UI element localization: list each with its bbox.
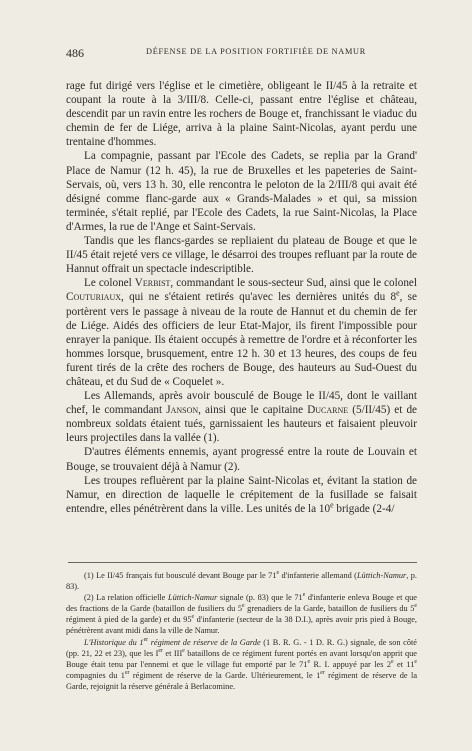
paragraph: rage fut dirigé vers l'église et le cimetière, obligeant le II/45 à la retraite et coupant la route à la 3/III/8. Celle-ci, passant entre l'église et château, descendit par un ravin entre les rochers de Bouge et, franchissant le viaduc du chemin de fer de Liége, arriva à la plaine Saint-Nicolas, ayant perdu une trentaine d'hommes. — [66, 80, 417, 149]
paragraph: La compagnie, passant par l'Ecole des Cadets, se replia par la Grand' Place de Namur (12 h. 45), la rue de Bruxelles et les papeteries de Saint-Servais, où, vers 13 h. 30, elle rencontra le peloton de la 2/III/8 qui avait été désigné comme flanc-garde aux « Grands-Malades » et qui, sa mission terminée, s'était replié, par l'Ecole des Cadets, la rue Saint-Nicolas, la Place d'Armes, la rue de l'Ange et Saint-Servais. — [66, 150, 417, 233]
person-name: Janson — [166, 404, 199, 417]
person-name: Ducarne — [307, 404, 349, 417]
paragraph: Les Allemands, après avoir bousculé de Bouge le II/45, dont le vaillant chef, le commandant Janson, ainsi que le capitaine Ducarne (5/II/45) et de nombreux soldats étaient tués, garnissaient les hauteurs et faisaient pleuvoir leurs projectiles dans la vallée (1). — [66, 390, 418, 445]
footnotes — [66, 570, 417, 692]
paragraph: D'autres éléments ennemis, ayant progressé entre la route de Louvain et Bouge, se trouvaient déjà à Namur (2). — [66, 446, 417, 473]
person-name: Couturiaux — [66, 291, 122, 304]
page-header — [66, 46, 418, 60]
footnote: (1) Le II/45 français fut bousculé devant Bouge par le 71e d'infanterie allemand (Lüttich-Namur, p. 83). — [66, 570, 417, 592]
footnote: L'Historique du 1er régiment de réserve de la Garde (1 B. R. G. - 1 D. R. G.) signale, de son côté (pp. 21, 22 et 23), que les Ier et IIIe bataillons de ce régiment furent portés en avant lorsqu'on apprit que Bouge était tenu par l'ennemi et que le village fut emporté par le 71e R. I. appuyé par les 2e et 11e compagnies du 1er régiment de réserve de la Garde. Ultérieurement, le 1er régiment de réserve de la Garde, rejoignit la réserve générale à Berlacomine. — [66, 636, 418, 691]
person-name: Verbist — [134, 277, 171, 290]
running-title: DÉFENSE DE LA POSITION FORTIFIÉE DE NAMUR — [146, 47, 366, 56]
paragraph: Tandis que les flancs-gardes se repliaient du plateau de Bouge et que le II/45 était rejeté vers ce village, le désarroi des troupes refluant par la route de Hannut offrait un spectacle indescriptible. — [66, 235, 417, 276]
page-number: 486 — [66, 46, 84, 60]
paragraph: Le colonel Verbist, commandant le sous-secteur Sud, ainsi que le colonel Couturiaux, qui ne s'étaient retirés qu'avec les dernières unités du 8e, se portèrent vers le passage à niveau de la route de Hannut et du chemin de fer de Liége. Aidés des officiers de leur Etat-Major, ils firent l'impossible pour enrayer la panique. Ils étaient occupés à remettre de l'ordre et à réconforter les hommes lorsque, brusquement, entre 12 h. 30 et 13 heures, des coups de feu furent tirés de la crête des rochers de Bouge, des hauteurs au Sud-Ouest du château, et du Sud de « Coquelet ». — [66, 277, 417, 388]
paragraph: Les troupes refluèrent par la plaine Saint-Nicolas et, évitant la station de Namur, en direction de laquelle le crépitement de la fusillade se faisait entendre, elles pénétrèrent dans la ville. Les unités de la 10e brigade (2-4/ — [66, 474, 417, 515]
footnote: (2) La relation officielle Lüttich-Namur signale (p. 83) que le 71e d'infanterie enleva Bouge et que des fractions de la Garde (bataillon de fusiliers du 5e grenadiers de la Garde, bataillon de fusiliers du 5e régiment à pied de la garde) et du 95e d'infanterie (secteur de la 38 D.I.), après avoir pris pied à Bouge, pénétrèrent avant midi dans la ville de Namur. — [66, 592, 417, 636]
main-text — [66, 79, 417, 516]
footnote-rule — [68, 562, 417, 563]
